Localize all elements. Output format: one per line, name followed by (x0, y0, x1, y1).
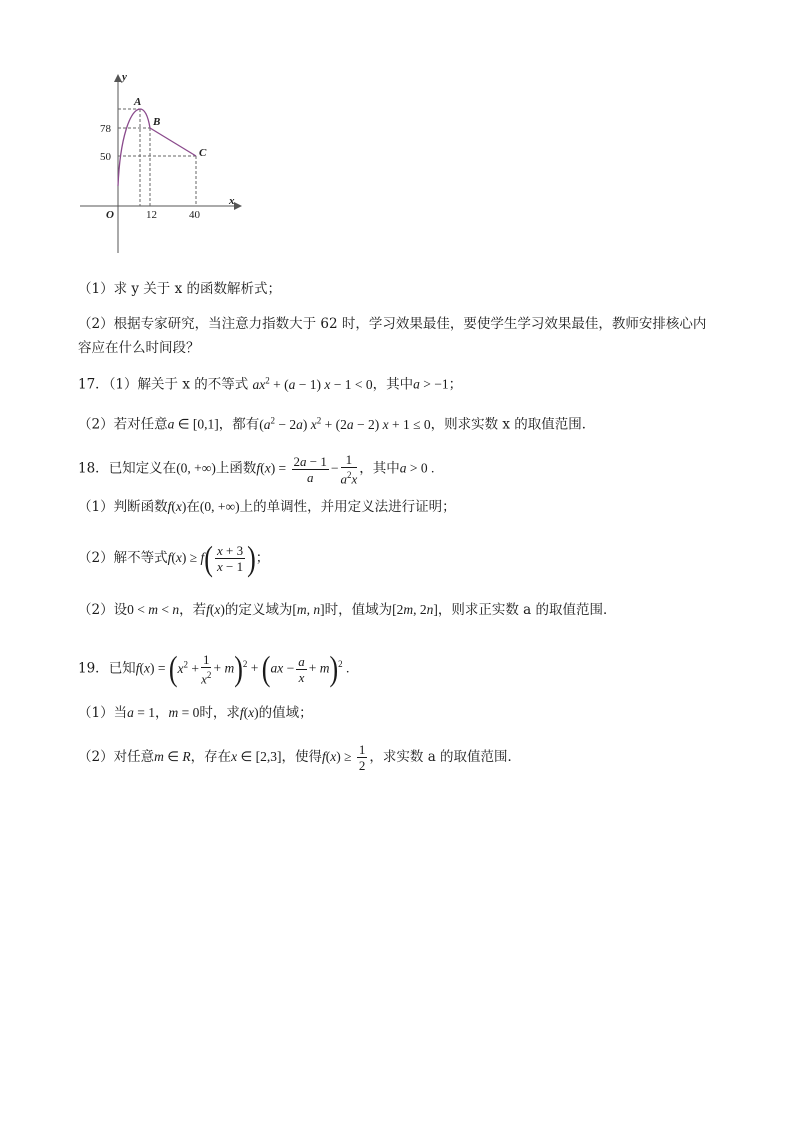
q17-p1-text-b: ，其中 (372, 376, 414, 393)
q18-function: f(x) = (256, 460, 290, 476)
q18-p3-text-e: ，则求正实数 a 的取值范围． (437, 602, 617, 618)
q18-p1-text-b: 在 (186, 499, 200, 515)
y-tick-50: 50 (100, 151, 111, 163)
point-A-label: A (134, 96, 142, 108)
line-segment-BC (150, 128, 196, 156)
y-tick-78: 78 (100, 123, 111, 135)
q17-expression: $(a^2 - 2a) x^2 + (2a - 2) x + 1 \le 0$ (259, 415, 431, 432)
q17-p2-text-a: （2）若对任意 (78, 416, 168, 433)
q18-p3-text-d: 时，值域为 (324, 602, 393, 618)
point-B-label: B (153, 116, 161, 128)
q19-p1-text-b: ， (154, 705, 169, 721)
q18-p1-text-c: 上的单调性，并用定义法进行证明； (239, 499, 456, 515)
q18-part3: （2）设0 < m < n，若f(x)的定义域为[m, n]时，值域为[2m, 2n]，则求正实数 a 的取值范围． (78, 602, 617, 618)
graph-figure (74, 68, 254, 258)
origin-label: O (106, 209, 114, 221)
q17-part1: 17．（1）解关于 x 的不等式 $ax^2 + (a - 1) x - 1 < 0$，其中a > −1； (78, 375, 463, 393)
q16-part2-line2: 容应在什么时间段？ (78, 340, 200, 356)
q19-p2-text-d: ，求实数 a 的取值范围． (369, 749, 522, 765)
q19-intro-text: 已知 (108, 660, 136, 677)
q17-number: 17． (78, 376, 109, 393)
q18-p3-text-a: （2）设 (78, 602, 128, 618)
q18-p3-text-b: ，若 (179, 602, 207, 618)
q19-part2: （2）对任意m ∈ R，存在x ∈ [2,3]，使得f(x) ≥ $\frac{1}{2}$ ，求实数 a 的取值范围． (78, 742, 522, 773)
q19-p1-text-a: （1）当 (78, 705, 128, 721)
q18-intro: 18．已知定义在(0, +∞)上函数f(x) = $\frac{2a - 1}{a}$ − $\frac{1}{a^2x}$ ，其中a > 0 . (78, 452, 435, 487)
q19-p1-text-d: 的值域； (258, 705, 313, 721)
q19-number: 19． (78, 660, 109, 677)
q18-part1: （1）判断函数f(x)在(0, +∞)上的单调性，并用定义法进行证明； (78, 499, 456, 515)
q18-part2: （2）解不等式f(x) ≥ f( $\frac{x + 3}{x - 1}$ )； (78, 538, 270, 578)
q17-p2-text-b: ，都有 (218, 416, 260, 433)
q17-domain: a ∈ [0,1] (167, 416, 219, 432)
x-tick-12: 12 (146, 209, 157, 221)
q17-p1-text-a: （1）解关于 x 的不等式 (108, 376, 249, 393)
q18-p1-text-a: （1）判断函数 (78, 499, 168, 515)
y-axis-arrow (114, 74, 122, 82)
point-C-label: C (199, 147, 207, 159)
x-axis-label: x (229, 195, 235, 207)
q18-fraction-2: $\frac{1}{a^2x}$ (340, 452, 358, 487)
q16-part2-line1: （2）根据专家研究，当注意力指数大于 62 时，学习效果最佳，要使学生学习效果最佳，教师安排核心内 (78, 316, 707, 332)
curve-segment (118, 109, 150, 186)
q18-intro-text-c: ，其中 (359, 460, 400, 477)
q18-interval: (0, +∞) (176, 460, 216, 476)
q18-intro-text-a: 已知定义在 (108, 460, 177, 477)
q18-number: 18． (78, 460, 109, 477)
q19-intro: 19．已知$f(x) = (x^2$ + $\frac{1}{x^2}$ + m)$^2$ + (ax − $\frac{a}{x}$ + m)$^2$ . (78, 648, 350, 688)
q18-condition: a > 0 . (399, 460, 435, 476)
q18-intro-text-b: 上函数 (215, 460, 257, 477)
q18-p2-text-a: （2）解不等式 (78, 550, 168, 566)
q17-part2 (78, 410, 595, 435)
q19-p2-text-c: ，使得 (281, 749, 322, 765)
q19-p2-text-a: （2）对任意 (78, 749, 155, 765)
x-axis-arrow (234, 202, 242, 210)
q18-fraction-3: $\frac{x + 3}{x - 1}$ (216, 543, 244, 574)
q17-p2-text-c: ，则求实数 x 的取值范围． (430, 416, 596, 433)
q18-p3-text-c: 的定义域为 (224, 602, 293, 618)
q19-part1: （1）当a = 1，m = 0时，求f(x)的值域； (78, 705, 313, 721)
graph-svg (74, 68, 254, 258)
y-axis-label: y (122, 71, 127, 83)
x-tick-40: 40 (189, 209, 200, 221)
q17-inequality: $ax^2 + (a - 1) x - 1 < 0$ (252, 375, 373, 392)
q18-fraction-1: $\frac{2a - 1}{a}$ (293, 453, 327, 485)
q17-condition: a > −1 (413, 376, 449, 392)
q16-part1: （1）求 y 关于 x 的函数解析式； (78, 281, 281, 297)
q19-p2-text-b: ，存在 (190, 749, 232, 765)
q19-p1-text-c: 时，求 (199, 705, 240, 721)
